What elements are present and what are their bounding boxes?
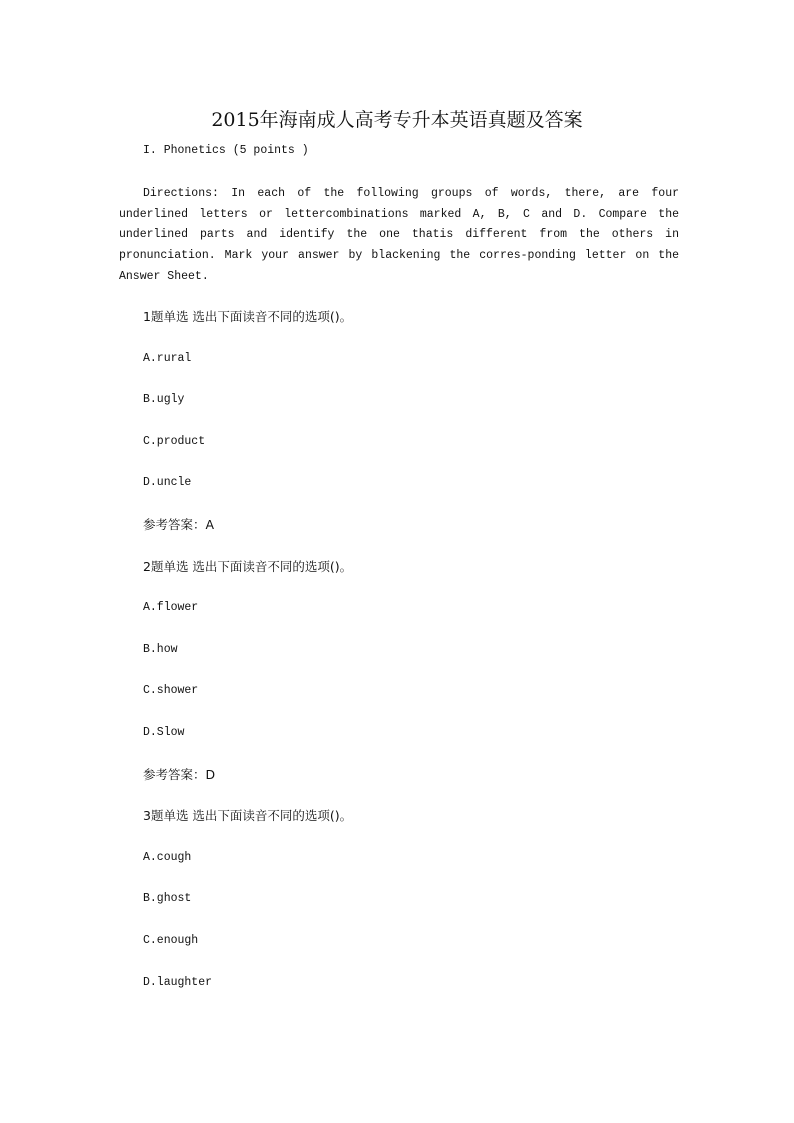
question-list [143, 306, 352, 1013]
option: D.uncle [143, 476, 192, 490]
option: C.product [143, 434, 206, 448]
option: C.shower [143, 684, 199, 698]
option: B.ghost [143, 892, 192, 906]
option: B.how [143, 642, 178, 656]
option: D.laughter [143, 975, 213, 989]
option: B.ugly [143, 393, 185, 407]
option: A.rural [143, 351, 192, 365]
option: C.enough [143, 933, 199, 947]
document-title: 2015年海南成人高考专升本英语真题及答案 [211, 109, 583, 131]
question-stem: 2题单选 选出下面读音不同的选项()。 [143, 558, 353, 574]
answer: 参考答案：A [143, 516, 215, 532]
answer: 参考答案：D [143, 766, 216, 782]
question-stem: 3题单选 选出下面读音不同的选项()。 [143, 808, 353, 824]
section-heading: I. Phonetics (5 points ) [143, 144, 309, 157]
option: A.flower [143, 601, 199, 615]
directions-paragraph: Directions: In each of the following groups of words, there, are four underlined letters or lettercombinations marked A, B, C and D. Compare the underlined parts and identify the one thatis different from the others in pronunciation. Mark your answer by blackening the corres-ponding letter on the Answer Sheet. [119, 187, 679, 283]
option: A.cough [143, 850, 192, 864]
option: D.Slow [143, 725, 185, 739]
question-stem: 1题单选 选出下面读音不同的选项()。 [143, 309, 353, 324]
